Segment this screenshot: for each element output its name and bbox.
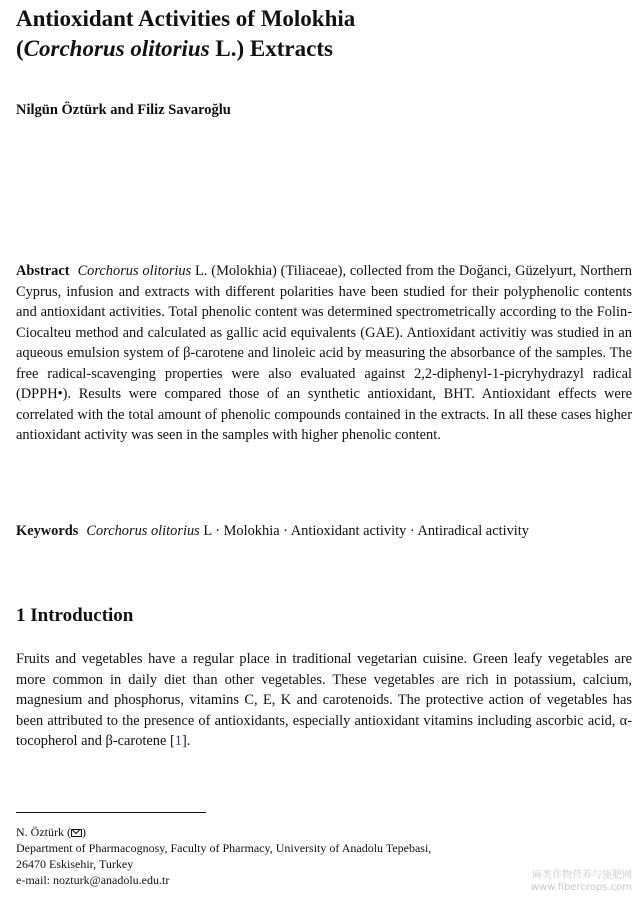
footnote-email[interactable]: e-mail: nozturk@anadolu.edu.tr (16, 873, 170, 887)
keywords-label: Keywords (16, 523, 79, 539)
introduction-paragraph (16, 649, 632, 752)
title-open-paren: ( (16, 36, 24, 61)
abstract-label: Abstract (16, 263, 70, 279)
abstract (16, 261, 632, 446)
authors: Nilgün Öztürk and Filiz Savaroğlu (16, 102, 231, 118)
footnote-name-end: ) (81, 825, 86, 839)
envelope-icon (71, 829, 82, 837)
title-line-2-rest: L.) Extracts (209, 36, 333, 61)
title-line-1: Antioxidant Activities of Molokhia (16, 6, 356, 31)
title-species: Corchorus olitorius (23, 36, 210, 61)
watermark-line-1: 麻类作物营养与施肥网 (532, 870, 632, 881)
keywords-species: Corchorus olitorius (86, 523, 200, 539)
footnote-department: Department of Pharmacognosy, Faculty of Pharmacy, University of Anadolu Tepebasi, (16, 841, 432, 855)
footnote-divider (16, 812, 206, 813)
watermark-line-2: www.fibercrops.com (530, 882, 632, 893)
site-watermark (531, 870, 632, 894)
introduction-end: ]. (181, 733, 191, 749)
introduction-text: Fruits and vegetables have a regular place in traditional vegetarian cuisine. Green leafy vegetables are more common in daily diet than other vegetables. These vegetables are rich in potassium, calcium, magnesium and phosphorus, vitamins C, E, K and carotenoids. The protective action of vegetables has been attributed to the presence of antioxidants, especially antioxidant vitamins including ascorbic acid, α-tocopherol and β-carotene [ (16, 651, 632, 749)
footnote-name-text: N. Öztürk ( (16, 825, 71, 839)
footnote-name (16, 824, 632, 840)
keywords (16, 521, 632, 542)
footnote-city: 26470 Eskisehir, Turkey (16, 857, 134, 871)
paper-title (16, 4, 632, 64)
citation-link[interactable]: 1 (174, 733, 182, 749)
keywords-text: L · Molokhia · Antioxidant activity · Antiradical activity (199, 523, 529, 539)
section-heading-introduction: 1 Introduction (16, 605, 134, 626)
abstract-text: L. (Molokhia) (Tiliaceae), collected from the Doğanci, Güzelyurt, Northern Cyprus, infusion and extracts with different polarities have been studied for their polyphenolic contents and antioxidant activities. Total phenolic content was determined spectrometrically according to the Folin-Ciocalteu method and calculated as gallic acid equivalents (GAE). Antioxidant activitiy was studied in an aqueous emulsion system of β-carotene and linoleic acid by measuring the absorbance of the samples. The free radical-scavenging properties were also evaluated against 2,2-diphenyl-1-picryhydrazyl radical (DPPH•). Results were compared those of an synthetic antioxidant, BHT. Antioxidant effects were correlated with the total amount of phenolic compounds contained in the extracts. In all these cases higher antioxidant activity was seen in the samples with higher phenolic content. (16, 263, 632, 443)
abstract-species: Corchorus olitorius (77, 263, 192, 279)
